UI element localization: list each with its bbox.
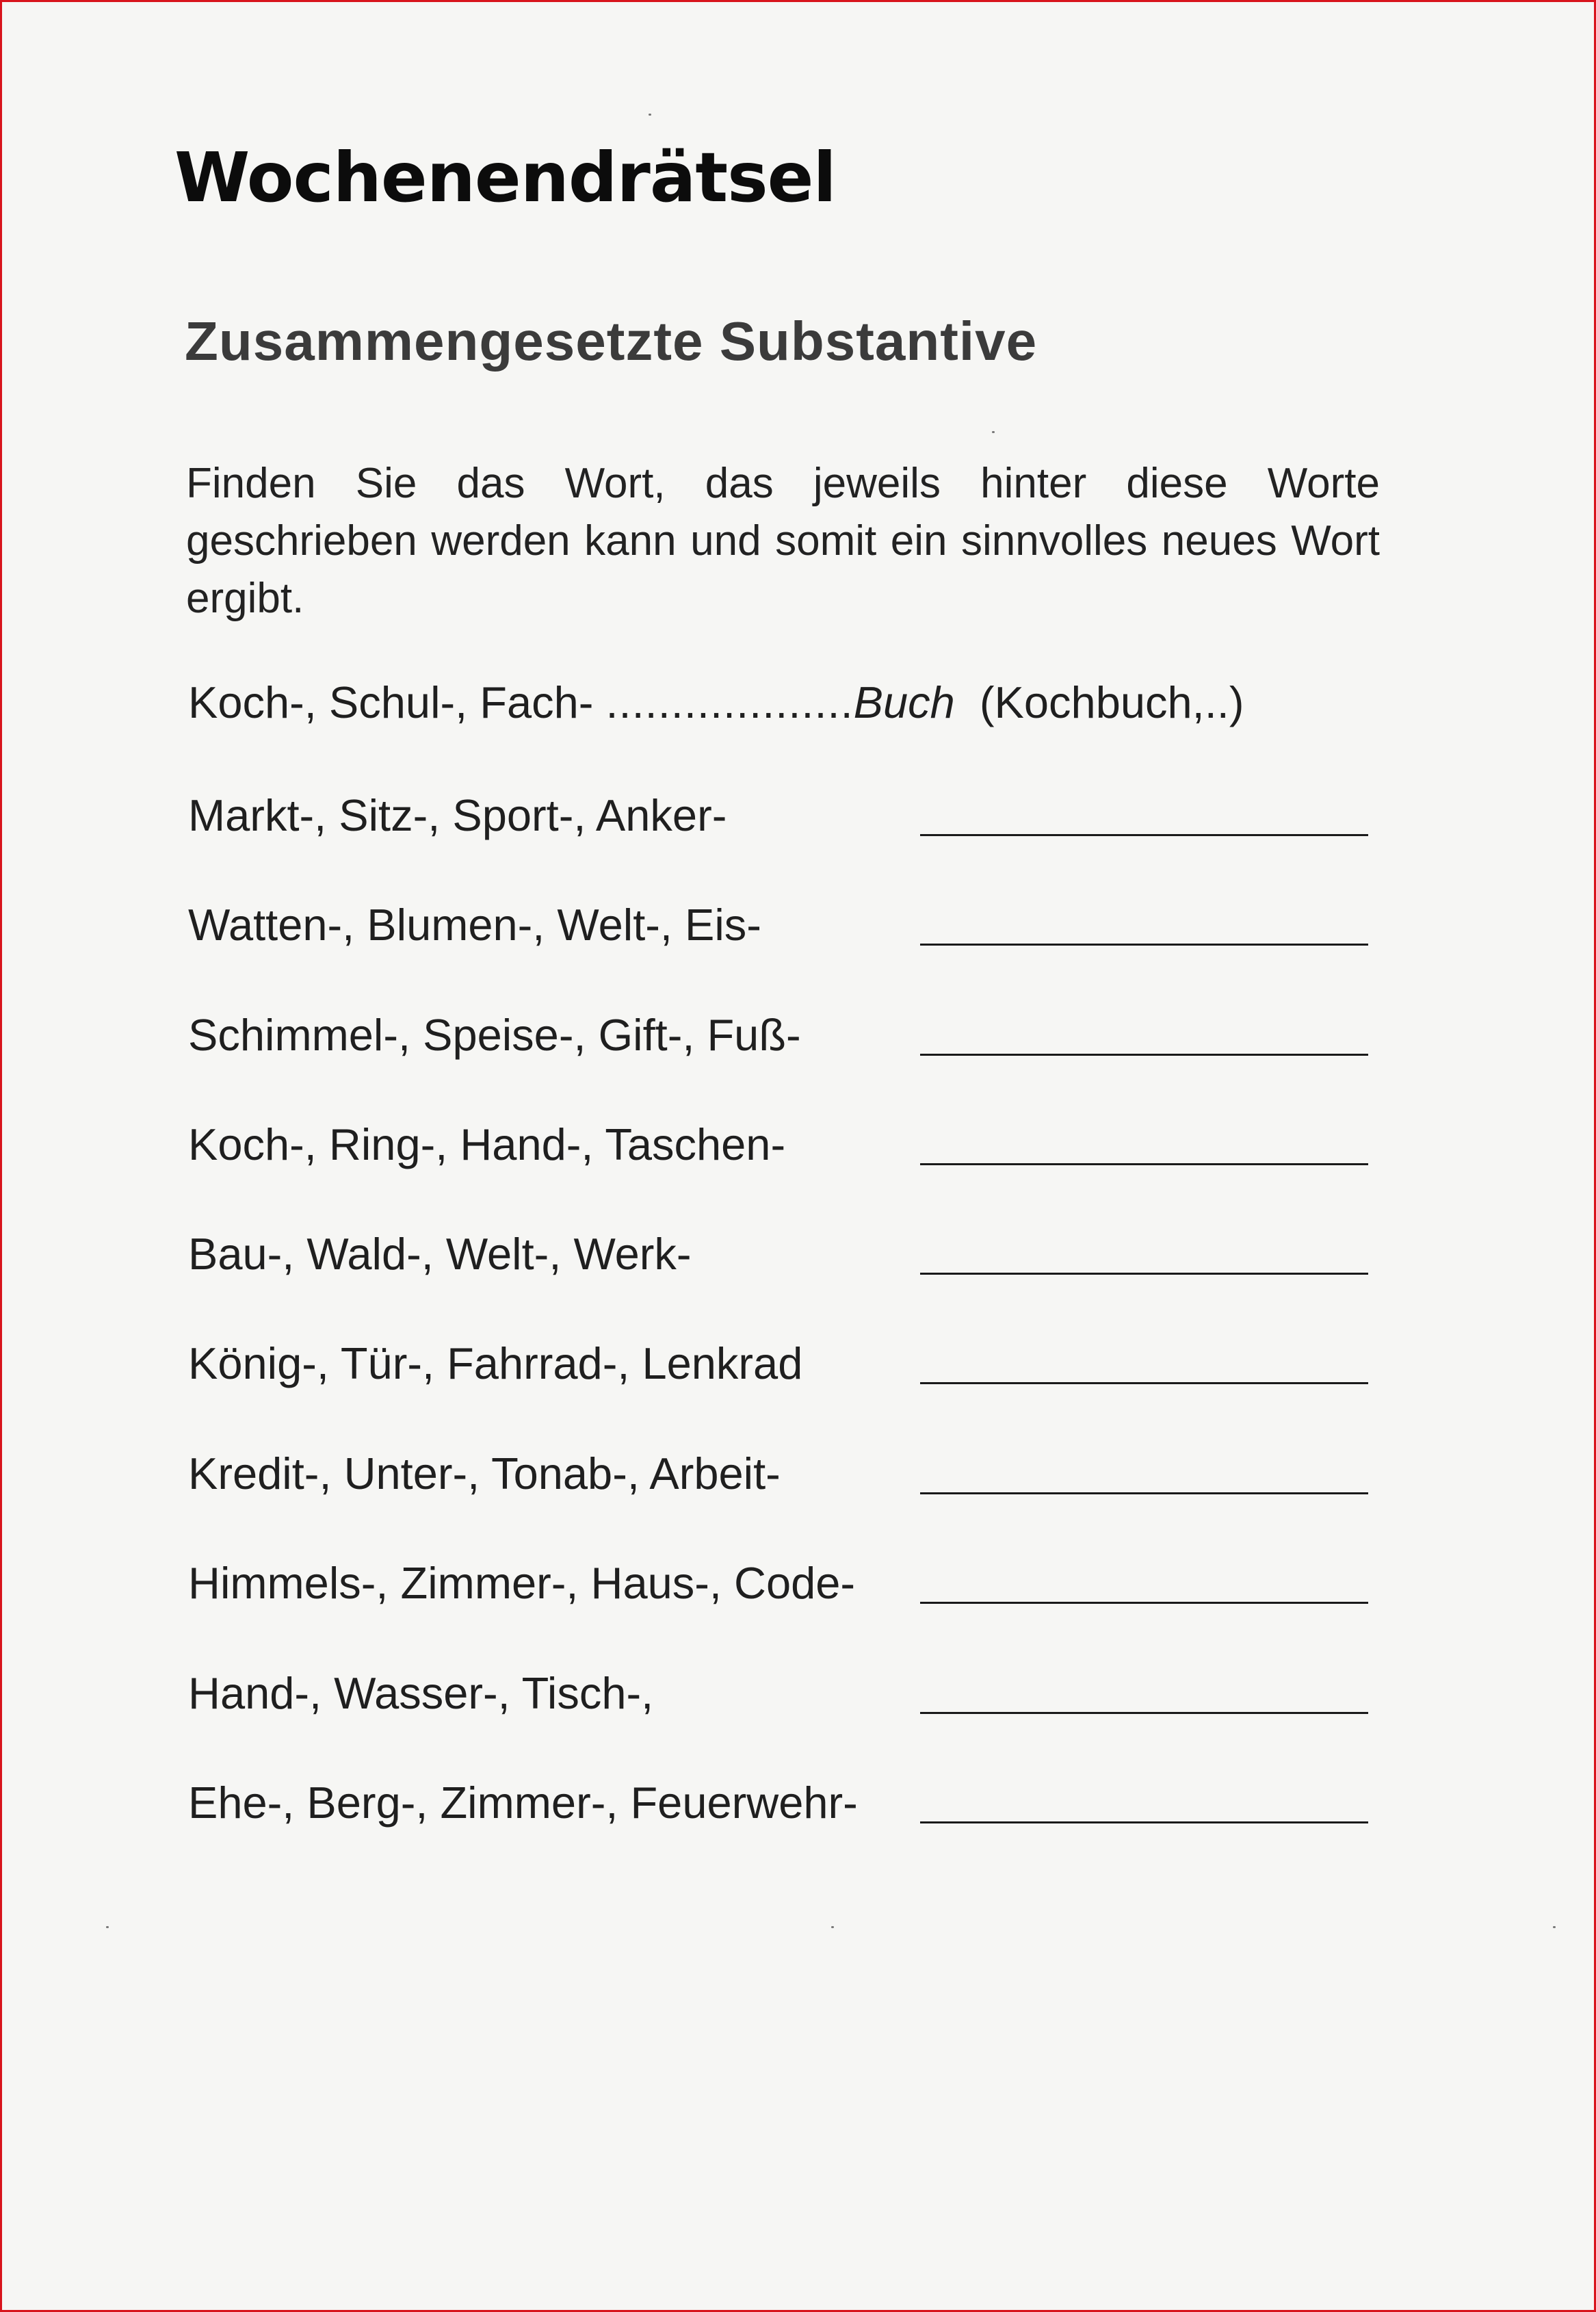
scan-speck	[106, 1926, 109, 1928]
exercise-words: Schimmel-, Speise-, Gift-, Fuß-	[188, 1010, 801, 1060]
example-answer: Buch	[853, 677, 955, 727]
answer-blank[interactable]	[920, 1273, 1368, 1275]
exercise-words: Koch-, Ring-, Hand-, Taschen-	[188, 1119, 786, 1169]
exercise-row	[0, 785, 1596, 846]
exercise-words: Kredit-, Unter-, Tonab-, Arbeit-	[188, 1449, 781, 1498]
instructions-text: Finden Sie das Wort, das jeweils hinter diese Worte geschrieben werden kann und somit ein sinnvolles neues Wort ergibt.	[186, 460, 1380, 622]
answer-blank[interactable]	[920, 834, 1368, 836]
exercise-words: Markt-, Sitz-, Sport-, Anker-	[188, 790, 727, 840]
exercise-words: Bau-, Wald-, Welt-, Werk-	[188, 1229, 692, 1279]
answer-blank[interactable]	[920, 1492, 1368, 1494]
example-dots: ...................	[605, 677, 854, 727]
answer-blank[interactable]	[920, 1602, 1368, 1604]
answer-blank[interactable]	[920, 1712, 1368, 1714]
answer-blank[interactable]	[920, 1821, 1368, 1823]
exercise-words: Watten-, Blumen-, Welt-, Eis-	[188, 900, 761, 950]
answer-blank[interactable]	[920, 944, 1368, 946]
exercise-row	[0, 1333, 1596, 1394]
answer-blank[interactable]	[920, 1382, 1368, 1384]
example-hint: (Kochbuch,..)	[979, 677, 1244, 727]
exercise-words: Himmels-, Zimmer-, Haus-, Code-	[188, 1558, 856, 1608]
scan-speck	[649, 114, 651, 116]
exercise-row	[0, 1663, 1596, 1724]
example-line	[188, 672, 1244, 733]
scan-speck	[831, 1926, 834, 1928]
exercise-row	[0, 1114, 1596, 1176]
example-row	[0, 672, 1596, 733]
exercise-words: König-, Tür-, Fahrrad-, Lenkrad	[188, 1338, 803, 1388]
answer-blank[interactable]	[920, 1163, 1368, 1165]
exercise-row	[0, 1004, 1596, 1066]
scan-speck	[1553, 1926, 1556, 1928]
exercise-words: Hand-, Wasser-, Tisch-,	[188, 1668, 654, 1718]
exercise-row	[0, 1553, 1596, 1614]
example-words: Koch-, Schul-, Fach-	[188, 677, 594, 727]
exercise-row	[0, 1772, 1596, 1834]
scan-speck	[992, 431, 995, 433]
worksheet-title: Wochenendrätsel	[174, 138, 836, 218]
exercise-row	[0, 1443, 1596, 1505]
exercise-row	[0, 894, 1596, 956]
worksheet-subtitle: Zusammengesetzte Substantive	[185, 311, 1038, 372]
exercise-words: Ehe-, Berg-, Zimmer-, Feuerwehr-	[188, 1778, 858, 1828]
answer-blank[interactable]	[920, 1054, 1368, 1056]
exercise-row	[0, 1223, 1596, 1285]
